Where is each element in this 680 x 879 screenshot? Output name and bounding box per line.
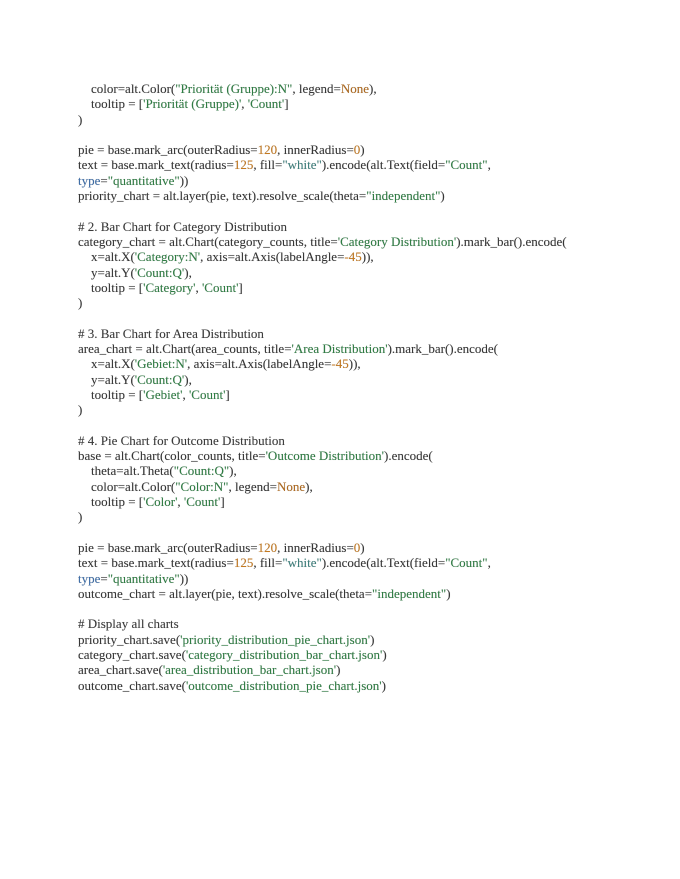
code-token-n: 120 — [257, 539, 278, 555]
code-token-d: priority_chart = alt.layer(pie, text).resolve_scale(theta= — [78, 188, 367, 204]
code-line — [78, 326, 567, 341]
code-token-n: -45 — [344, 249, 362, 265]
code-token-b: type — [78, 570, 101, 586]
code-token-d: ) — [360, 539, 365, 555]
code-token-s: 'Gebiet:N' — [134, 356, 188, 372]
code-line — [78, 188, 567, 203]
code-line — [78, 540, 567, 555]
code-token-d: ) — [370, 631, 375, 647]
code-line — [78, 157, 567, 172]
code-token-d: category_chart = alt.Chart(category_counts, title= — [78, 233, 338, 249]
code-token-s: "Color:N" — [175, 478, 229, 494]
code-token-d: , — [177, 494, 184, 510]
code-token-s: 'outcome_distribution_pie_chart.json' — [185, 677, 382, 693]
code-token-d: , innerRadius= — [277, 142, 354, 158]
code-token-d: tooltip = [ — [78, 279, 144, 295]
code-token-s: 'Color' — [143, 494, 178, 510]
code-line — [78, 341, 567, 356]
code-token-s: 'Count' — [247, 96, 285, 112]
code-token-d: area_chart.save( — [78, 662, 163, 678]
code-line — [78, 463, 567, 478]
code-token-s: "independent" — [366, 188, 441, 204]
code-token-n: 125 — [233, 555, 254, 571]
code-line — [78, 81, 567, 96]
code-listing — [78, 81, 567, 693]
code-token-d: , legend= — [228, 478, 277, 494]
code-line — [78, 616, 567, 631]
code-line — [78, 433, 567, 448]
code-token-d: = — [100, 570, 108, 586]
code-token-s: "quantitative" — [107, 172, 180, 188]
code-token-d: ), — [229, 463, 237, 479]
code-token-s: 'category_distribution_bar_chart.json' — [185, 646, 383, 662]
code-token-d: ] — [220, 494, 225, 510]
code-token-d: color=alt.Color( — [78, 81, 176, 96]
code-line — [78, 571, 567, 586]
code-token-d: tooltip = [ — [78, 96, 144, 112]
code-token-d: ) — [336, 662, 341, 678]
code-line — [78, 387, 567, 402]
code-token-d: ) — [382, 646, 387, 662]
code-token-d: ) — [440, 188, 445, 204]
code-token-d: y=alt.Y( — [78, 264, 135, 280]
code-token-d: ) — [360, 142, 365, 158]
code-token-s: 'Outcome Distribution' — [265, 448, 385, 464]
code-token-d: )) — [179, 172, 189, 188]
code-token-d: ).encode( — [384, 448, 433, 464]
code-token-s: 'Priorität (Gruppe)' — [143, 96, 242, 112]
code-token-s: 'Category' — [143, 279, 196, 295]
code-token-s: 'area_distribution_bar_chart.json' — [162, 662, 337, 678]
code-line — [78, 448, 567, 463]
code-token-k: None — [340, 81, 370, 96]
code-line — [78, 372, 567, 387]
code-token-d: )), — [348, 356, 361, 372]
code-token-s: 'Count' — [201, 279, 239, 295]
code-token-d: ] — [238, 279, 243, 295]
code-token-s: 'priority_distribution_pie_chart.json' — [180, 631, 371, 647]
code-line — [78, 678, 567, 693]
code-token-d: ), — [305, 478, 313, 494]
code-line — [78, 203, 567, 218]
code-line — [78, 234, 567, 249]
code-token-d: area_chart = alt.Chart(area_counts, title= — [78, 341, 292, 357]
code-token-d: , axis=alt.Axis(labelAngle= — [200, 249, 345, 265]
code-token-s: 'Count' — [188, 386, 226, 402]
code-line — [78, 127, 567, 142]
code-token-d: tooltip = [ — [78, 386, 144, 402]
code-token-d: ) — [78, 111, 83, 127]
code-token-s: 'Gebiet' — [143, 386, 183, 402]
code-token-s: 'Count:Q' — [134, 371, 185, 387]
code-token-s: 'Category:N' — [134, 249, 201, 265]
code-token-s: "Count" — [445, 157, 488, 173]
code-token-d: )) — [179, 570, 189, 586]
code-token-d: category_chart.save( — [78, 646, 186, 662]
code-token-d: ) — [78, 402, 83, 418]
code-token-d: ), — [184, 264, 192, 280]
code-token-d: ), — [369, 81, 377, 96]
code-token-s: 'Count' — [183, 494, 221, 510]
code-token-d: outcome_chart.save( — [78, 677, 186, 693]
code-token-d: , — [241, 96, 248, 112]
code-line — [78, 509, 567, 524]
code-token-s: "independent" — [372, 585, 447, 601]
code-token-d: base = alt.Chart(color_counts, title= — [78, 448, 266, 464]
code-token-d: ).encode(alt.Text(field= — [321, 157, 446, 173]
code-token-c: # 4. Pie Chart for Outcome Distribution — [78, 432, 285, 448]
code-token-n: -45 — [331, 356, 349, 372]
code-token-k: None — [276, 478, 306, 494]
code-token-d: pie = base.mark_arc(outerRadius= — [78, 142, 258, 158]
code-line — [78, 96, 567, 111]
code-line — [78, 280, 567, 295]
code-token-d: y=alt.Y( — [78, 371, 135, 387]
code-line — [78, 265, 567, 280]
code-token-c: # Display all charts — [78, 616, 179, 632]
code-token-n: 0 — [353, 539, 361, 555]
code-token-s: "Count:Q" — [173, 463, 230, 479]
code-token-d: )), — [361, 249, 374, 265]
code-token-s: "Priorität (Gruppe):N" — [175, 81, 293, 96]
code-line — [78, 142, 567, 157]
code-token-n: 120 — [257, 142, 278, 158]
code-token-s: "Count" — [445, 555, 488, 571]
code-line — [78, 173, 567, 188]
code-token-n: 0 — [353, 142, 361, 158]
code-token-d: theta=alt.Theta( — [78, 463, 174, 479]
code-line — [78, 555, 567, 570]
code-token-d: , innerRadius= — [277, 539, 354, 555]
code-token-d: color=alt.Color( — [78, 478, 176, 494]
code-token-d: , axis=alt.Axis(labelAngle= — [187, 356, 332, 372]
code-line — [78, 356, 567, 371]
code-token-d: , — [487, 157, 491, 173]
code-line — [78, 601, 567, 616]
code-line — [78, 479, 567, 494]
code-token-d: = — [100, 172, 108, 188]
code-line — [78, 112, 567, 127]
code-token-d: x=alt.X( — [78, 356, 135, 372]
code-line — [78, 402, 567, 417]
code-line — [78, 249, 567, 264]
code-line — [78, 310, 567, 325]
code-token-d: ).mark_bar().encode( — [456, 233, 567, 249]
code-token-d: , — [195, 279, 202, 295]
code-token-n: 125 — [233, 157, 254, 173]
code-token-b: type — [78, 172, 101, 188]
code-token-s: 'Area Distribution' — [291, 341, 388, 357]
code-token-w: "white" — [282, 157, 322, 173]
code-token-c: # 2. Bar Chart for Category Distribution — [78, 218, 288, 234]
code-token-d: , fill= — [253, 157, 283, 173]
code-line — [78, 525, 567, 540]
code-token-d: priority_chart.save( — [78, 631, 181, 647]
code-token-w: "white" — [282, 555, 322, 571]
code-token-d: pie = base.mark_arc(outerRadius= — [78, 539, 258, 555]
code-token-d: ) — [381, 677, 386, 693]
code-line — [78, 219, 567, 234]
code-line — [78, 632, 567, 647]
code-line — [78, 586, 567, 601]
code-line — [78, 494, 567, 509]
code-token-d: ).encode(alt.Text(field= — [321, 555, 446, 571]
code-token-d: ) — [78, 509, 83, 525]
code-token-d: tooltip = [ — [78, 494, 144, 510]
code-token-d: text = base.mark_text(radius= — [78, 157, 234, 173]
code-token-d: ] — [284, 96, 289, 112]
code-token-c: # 3. Bar Chart for Area Distribution — [78, 325, 264, 341]
code-line — [78, 295, 567, 310]
code-token-d: ) — [446, 585, 451, 601]
code-line — [78, 418, 567, 433]
code-token-d: , fill= — [253, 555, 283, 571]
code-token-d: ) — [78, 295, 83, 311]
code-token-d: ] — [225, 386, 230, 402]
code-token-s: 'Category Distribution' — [337, 233, 457, 249]
code-token-d: ).mark_bar().encode( — [387, 341, 499, 357]
code-token-d: x=alt.X( — [78, 249, 135, 265]
code-token-d: outcome_chart = alt.layer(pie, text).resolve_scale(theta= — [78, 585, 373, 601]
code-token-d: , — [182, 386, 189, 402]
code-token-s: "quantitative" — [107, 570, 180, 586]
code-token-d: , — [487, 555, 491, 571]
code-line — [78, 647, 567, 662]
code-token-d: ), — [184, 371, 192, 387]
code-token-d: text = base.mark_text(radius= — [78, 555, 234, 571]
code-token-s: 'Count:Q' — [134, 264, 185, 280]
code-token-d: , legend= — [292, 81, 341, 96]
code-line — [78, 662, 567, 677]
